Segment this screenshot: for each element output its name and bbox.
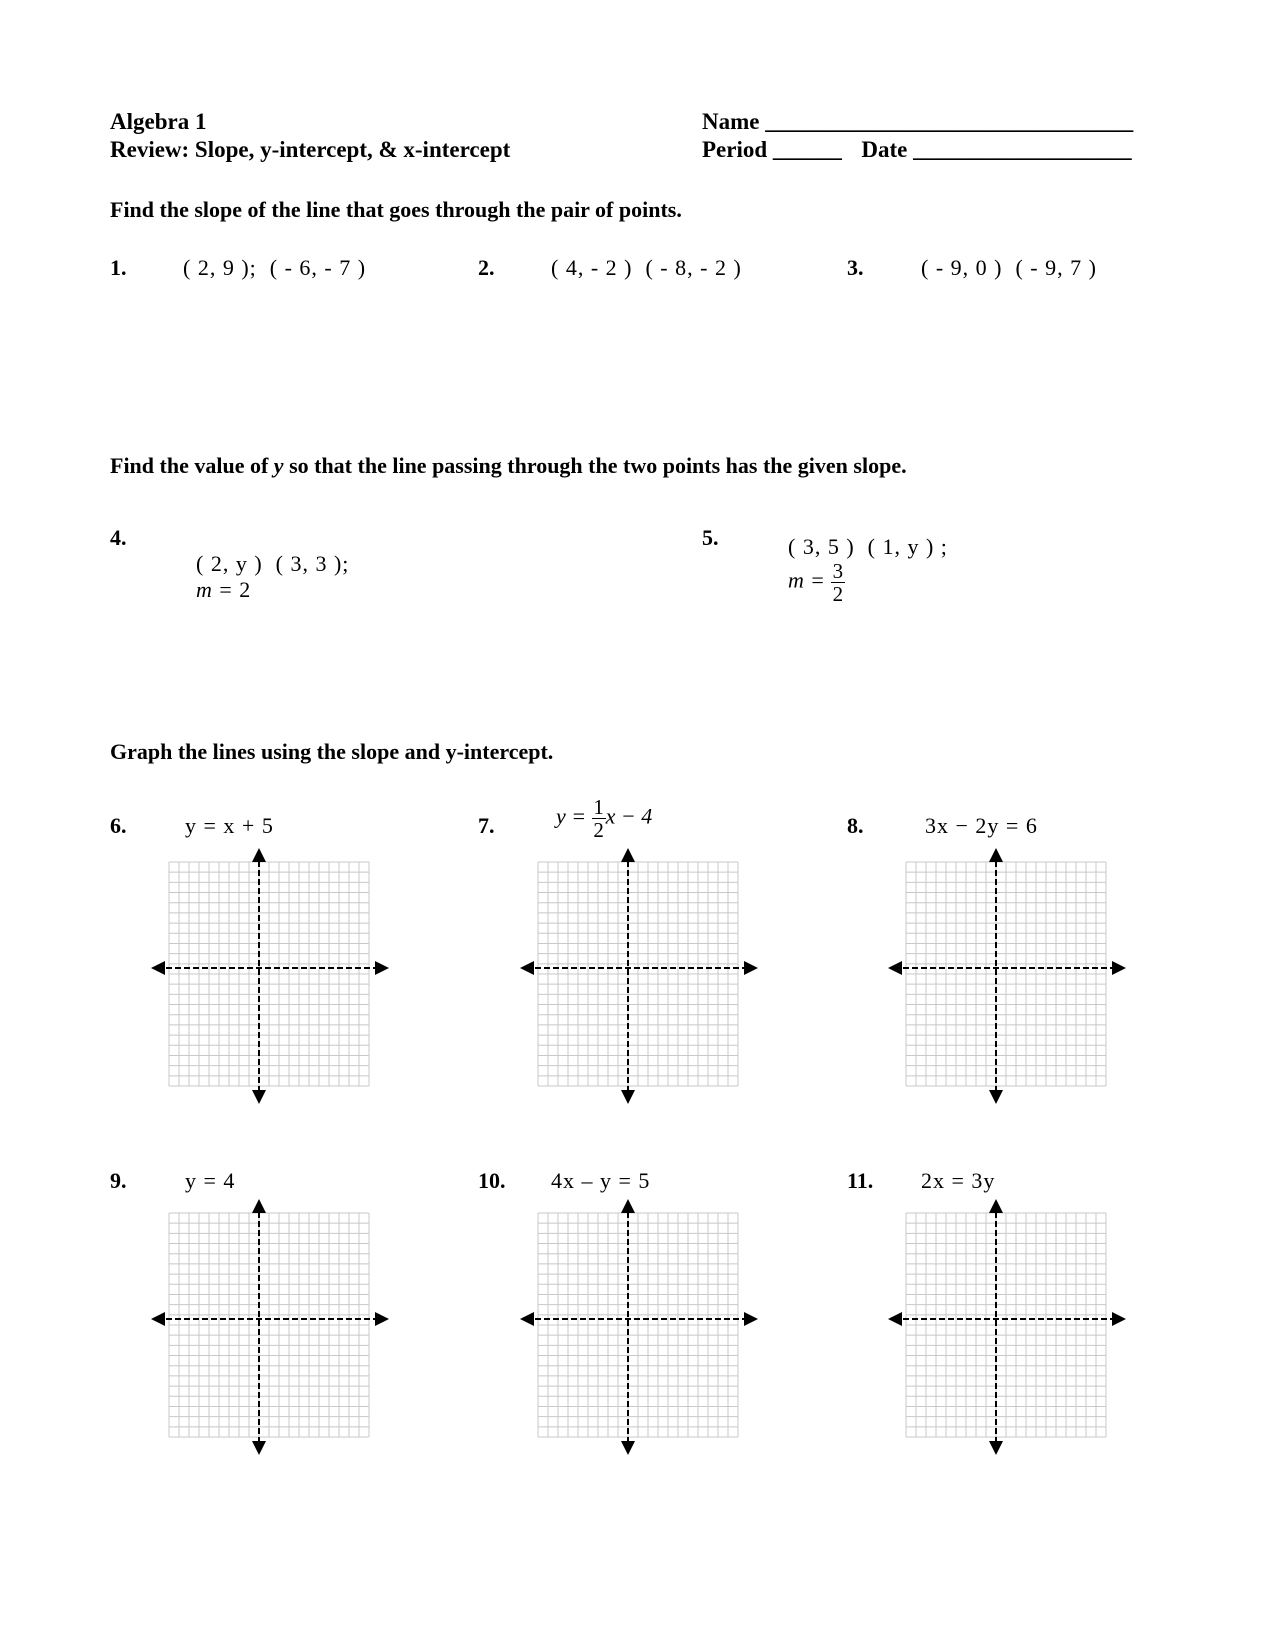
x-axis-arrow-right (744, 961, 758, 975)
problem-7-lhs: y = (556, 803, 592, 829)
problem-9-number: 9. (110, 1168, 127, 1193)
problem-4-points: ( 2, y ) ( 3, 3 ); (196, 551, 350, 576)
problem-4-slope-value: = 2 (212, 577, 252, 602)
y-axis-arrow-up (621, 1199, 635, 1213)
problem-1-points: ( 2, 9 ); ( - 6, - 7 ) (183, 255, 367, 280)
x-axis-arrow-left (888, 1312, 902, 1326)
problem-6-equation: y = x + 5 (185, 813, 274, 838)
name-label: Name (702, 109, 760, 134)
y-axis-arrow-down (989, 1090, 1003, 1104)
x-axis-arrow-right (1112, 961, 1126, 975)
y-axis-arrow-up (252, 848, 266, 862)
name-line[interactable] (702, 108, 1133, 136)
problem-8-equation: 3x − 2y = 6 (925, 813, 1038, 838)
problem-7-rhs: x − 4 (605, 803, 653, 829)
problem-3-number: 3. (847, 255, 864, 280)
instruction-text-before: Find the value of (110, 453, 274, 478)
graph-grid-7[interactable] (524, 848, 749, 1102)
date-blank[interactable]: ___________________ (913, 137, 1132, 162)
problem-7-numerator: 1 (593, 795, 604, 819)
graph-grid-10[interactable] (524, 1199, 749, 1453)
problem-4-number: 4. (110, 525, 127, 550)
problem-5-numerator: 3 (832, 559, 845, 583)
x-axis-arrow-right (1112, 1312, 1126, 1326)
problem-5-denominator: 2 (832, 582, 845, 606)
graph-grid-9[interactable] (155, 1199, 380, 1453)
graph-grid-8[interactable] (892, 848, 1117, 1102)
problem-2-number: 2. (478, 255, 495, 280)
x-axis-arrow-left (520, 961, 534, 975)
graph-grid-6[interactable] (155, 848, 380, 1102)
y-axis-arrow-down (252, 1090, 266, 1104)
problem-5-expression (775, 508, 948, 605)
period-label: Period (702, 137, 768, 162)
course-title: Algebra 1 (110, 109, 207, 134)
x-axis-arrow-left (151, 1312, 165, 1326)
name-blank[interactable]: ________________________________ (765, 109, 1134, 134)
problem-5-number: 5. (702, 525, 719, 550)
problem-5-fraction (831, 560, 845, 605)
problem-3-points: ( - 9, 0 ) ( - 9, 7 ) (921, 255, 1097, 280)
x-axis-arrow-left (151, 961, 165, 975)
y-axis-arrow-up (621, 848, 635, 862)
review-title: Review: Slope, y-intercept, & x-intercept (110, 137, 511, 162)
y-axis-arrow-down (621, 1090, 635, 1104)
problem-4-slope-symbol: m (196, 577, 213, 602)
instruction-variable: y (273, 453, 284, 478)
problem-4-expression (183, 525, 349, 603)
y-axis-arrow-up (252, 1199, 266, 1213)
problem-10-number: 10. (478, 1168, 506, 1193)
y-value-instruction (110, 453, 907, 479)
problem-11-equation: 2x = 3y (921, 1168, 996, 1193)
problem-8-number: 8. (847, 813, 864, 838)
problem-7-number: 7. (478, 813, 495, 838)
problem-7-denominator: 2 (593, 818, 604, 842)
y-axis-arrow-down (252, 1441, 266, 1455)
problem-11-number: 11. (847, 1168, 874, 1193)
y-axis-arrow-down (989, 1441, 1003, 1455)
problem-5-slope-symbol: m (788, 567, 805, 593)
problem-6-number: 6. (110, 813, 127, 838)
problem-7-equation (556, 796, 652, 841)
y-axis-arrow-down (621, 1441, 635, 1455)
period-date-line (702, 136, 1132, 164)
date-label: Date (861, 137, 908, 162)
problem-1-number: 1. (110, 255, 127, 280)
period-blank[interactable]: ______ (772, 137, 842, 162)
graph-grid-11[interactable] (892, 1199, 1117, 1453)
y-axis-arrow-up (989, 848, 1003, 862)
graph-instruction: Graph the lines using the slope and y-intercept. (110, 739, 554, 764)
x-axis-arrow-right (375, 961, 389, 975)
problem-10-equation: 4x – y = 5 (551, 1168, 651, 1193)
problem-2-points: ( 4, - 2 ) ( - 8, - 2 ) (551, 255, 742, 280)
problem-5-points: ( 3, 5 ) ( 1, y ) ; (788, 534, 948, 559)
problem-7-fraction (592, 796, 606, 841)
x-axis-arrow-right (744, 1312, 758, 1326)
instruction-text-after: so that the line passing through the two points has the given slope. (283, 453, 907, 478)
problem-5-equals: = (804, 567, 832, 593)
problem-9-equation: y = 4 (185, 1168, 236, 1193)
x-axis-arrow-left (520, 1312, 534, 1326)
x-axis-arrow-left (888, 961, 902, 975)
y-axis-arrow-up (989, 1199, 1003, 1213)
slope-instruction: Find the slope of the line that goes through the pair of points. (110, 197, 682, 222)
x-axis-arrow-right (375, 1312, 389, 1326)
